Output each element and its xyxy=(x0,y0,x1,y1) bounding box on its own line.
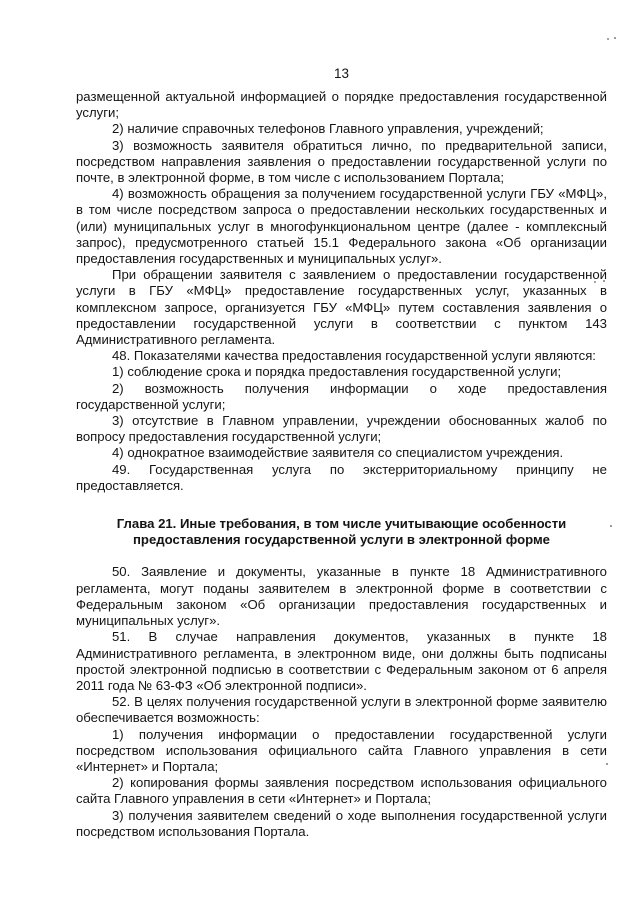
paragraph: 3) получения заявителем сведений о ходе выполнения государственной услуги посредством использования Портала. xyxy=(76,807,607,839)
paragraph: 4) однократное взаимодействие заявителя со специалистом учреждения. xyxy=(112,445,564,461)
paragraph: 4) возможность обращения за получением государственной услуги ГБУ «МФЦ», в том числе посредством запроса о предоставлении нескольких государственных и (или) муниципальных услуг в многофункциональном центре (далее - комплексный запрос), предусмотренного статьей 15.1 Федерального закона «Об организации предоставления государственных и муниципальных услуг». xyxy=(76,186,607,267)
paragraph: 1) получения информации о предоставлении государственной услуги посредством использования официального сайта Главного управления в сети «Интернет» и Портала; xyxy=(76,726,607,774)
paragraph: 3) отсутствие в Главном управлении, учреждении обоснованных жалоб по вопросу предоставления государственной услуги; xyxy=(76,413,607,445)
paragraph: 52. В целях получения государственной услуги в электронной форме заявителю обеспечивается возможность: xyxy=(76,694,607,726)
paragraph: При обращении заявителя с заявлением о предоставлении государственной услуги в ГБУ «МФЦ» предоставление государственных услуг, указанных в комплексном запросе, организуется ГБУ «МФЦ» путем составления заявления о предоставлении государственной услуги в соответствии с пунктом 143 Административного регламента. xyxy=(76,267,607,348)
scan-speck xyxy=(607,38,609,40)
document-body xyxy=(76,89,607,840)
paragraph: 3) возможность заявителя обратиться лично, по предварительной записи, посредством направления заявления о предоставлении государственной услуги по почте, в электронной форме, в том числе с использованием Портала; xyxy=(76,137,607,186)
paragraph: 48. Показателями качества предоставления государственной услуги являются: xyxy=(112,348,596,364)
scan-speck xyxy=(610,525,612,527)
chapter-title-line: предоставления государственной услуги в электронной форме xyxy=(133,532,550,548)
paragraph: 2) копирования формы заявления посредством использования официального сайта Главного управления в сети «Интернет» и Портала; xyxy=(76,775,607,807)
scan-speck xyxy=(614,37,616,39)
paragraph: размещенной актуальной информацией о порядке предоставления государственной услуги; xyxy=(76,89,607,121)
paragraph: 49. Государственная услуга по экстерриториальному принципу не предоставляется. xyxy=(76,461,607,493)
paragraph: 50. Заявление и документы, указанные в пункте 18 Административного регламента, могут поданы заявителем в электронной форме в соответствии с Федеральным законом «Об организации предоставления государственных и муниципальных услуг». xyxy=(76,564,607,629)
paragraph: 51. В случае направления документов, указанных в пункте 18 Административного регламента, в электронном виде, они должны быть подписаны простой электронной подписью в соответствии с Федеральным законом от 6 апреля 2011 года № 63-ФЗ «Об электронной подписи». xyxy=(76,629,607,693)
chapter-title xyxy=(76,516,607,548)
paragraph: 2) возможность получения информации о ходе предоставления государственной услуги; xyxy=(76,380,607,412)
page-number: 13 xyxy=(333,66,350,81)
paragraph: 1) соблюдение срока и порядка предоставления государственной услуги; xyxy=(112,364,562,380)
paragraph: 2) наличие справочных телефонов Главного управления, учреждений; xyxy=(112,121,544,137)
chapter-title-line: Глава 21. Иные требования, в том числе учитывающие особенности xyxy=(116,516,567,532)
document-page xyxy=(76,0,607,905)
